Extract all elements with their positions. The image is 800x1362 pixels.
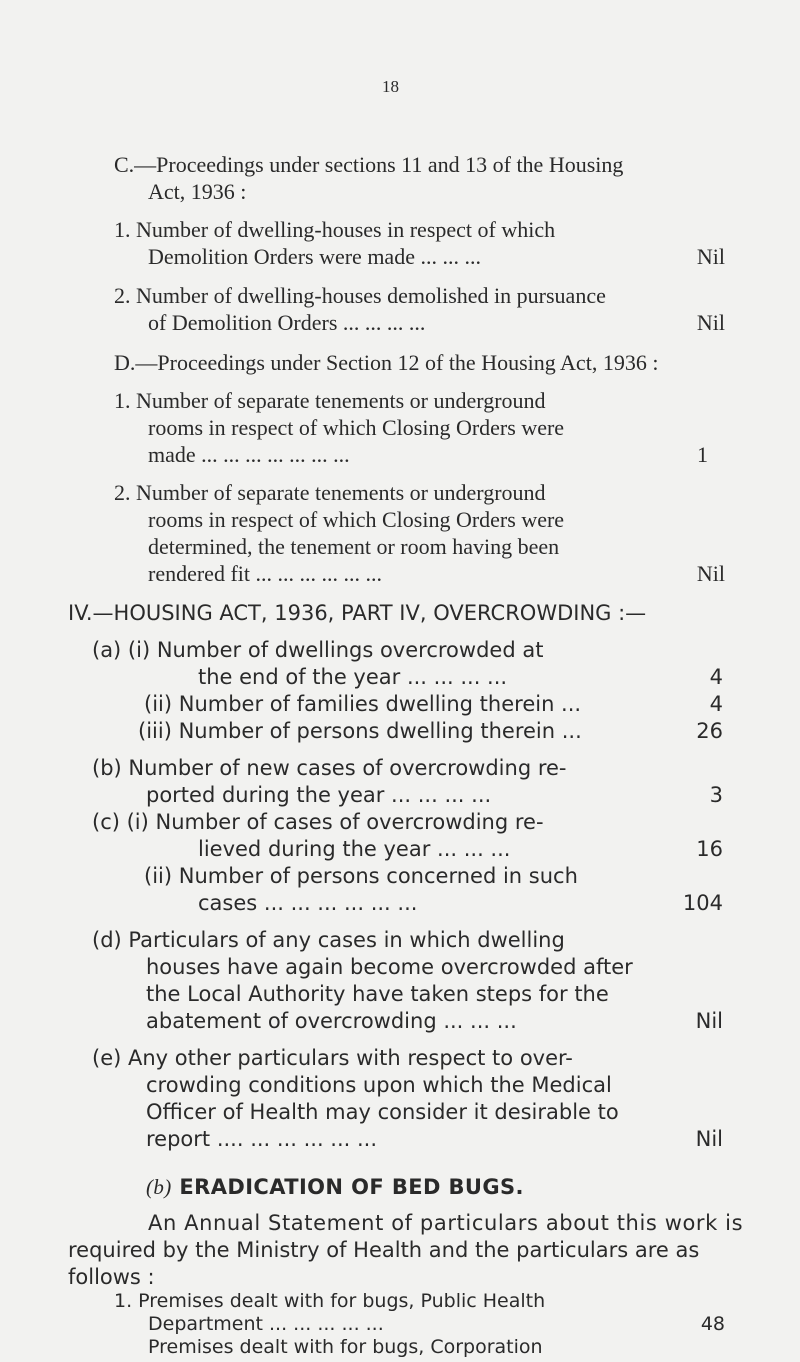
section-iv-b-text-cont: ported during the year ... ... ... ...	[146, 783, 492, 807]
bed-bugs-item1-text: 1. Premises dealt with for bugs, Public Health	[114, 1290, 546, 1312]
section-iv-c-ii-text-cont: cases ... ... ... ... ... ...	[198, 891, 418, 915]
section-iv-d-text-3: the Local Authority have taken steps for the	[146, 982, 609, 1006]
section-d-item1-text: 1. Number of separate tenements or underground	[114, 388, 546, 413]
section-d-item1-value: 1	[697, 442, 708, 467]
page-number: 18	[382, 77, 399, 96]
section-iv-c-ii-value: 104	[682, 891, 723, 915]
section-c-item2-text-cont: of Demolition Orders ... ... ... ...	[148, 310, 426, 335]
section-iv-a-i-text: (a) (i) Number of dwellings overcrowded at	[92, 638, 544, 662]
section-d-item2-text: 2. Number of separate tenements or underground	[114, 480, 546, 505]
bed-bugs-heading-label: (b)	[146, 1175, 172, 1199]
section-iv-d-value: Nil	[695, 1009, 723, 1033]
section-iv-d-text: (d) Particulars of any cases in which dwelling	[92, 928, 565, 952]
section-c-item1-text-cont: Demolition Orders were made ... ... ...	[148, 244, 481, 269]
section-iv-a-ii-text: (ii) Number of families dwelling therein ...	[144, 692, 582, 716]
section-d-item1-text-2: rooms in respect of which Closing Orders were	[148, 415, 565, 440]
section-iv-e-text: (e) Any other particulars with respect to over-	[92, 1046, 573, 1070]
bed-bugs-para-1: An Annual Statement of particulars about this work is	[148, 1211, 744, 1235]
section-c-heading: C.—Proceedings under sections 11 and 13 of the Housing	[114, 152, 624, 177]
bed-bugs-para-2: required by the Ministry of Health and the particulars are as	[68, 1238, 700, 1262]
section-iv-a-iii-text: (iii) Number of persons dwelling therein ...	[138, 719, 582, 743]
section-iv-e-text-2: crowding conditions upon which the Medical	[146, 1073, 612, 1097]
bed-bugs-heading-text: ERADICATION OF BED BUGS.	[171, 1175, 524, 1199]
section-iv-e-value: Nil	[695, 1127, 723, 1151]
bed-bugs-item1-text-cont: Department ... ... ... ... ...	[148, 1313, 384, 1335]
section-d-item2-text-3: determined, the tenement or room having been	[148, 534, 560, 559]
section-iv-c-ii-text: (ii) Number of persons concerned in such	[144, 864, 578, 888]
bed-bugs-item1-value: 48	[700, 1313, 725, 1335]
bed-bugs-item2-text: Premises dealt with for bugs, Corporation	[148, 1336, 543, 1358]
section-iv-c-i-text-cont: lieved during the year ... ... ...	[198, 837, 511, 861]
section-d-item2-text-2: rooms in respect of which Closing Orders were	[148, 507, 565, 532]
bed-bugs-para-3: follows :	[68, 1265, 155, 1289]
section-iv-d-text-2: houses have again become overcrowded after	[146, 955, 633, 979]
section-iv-heading: IV.—HOUSING ACT, 1936, PART IV, OVERCROWDING :—	[68, 601, 647, 625]
section-iv-e-text-4: report .... ... ... ... ... ...	[146, 1127, 378, 1151]
section-d-heading: D.—Proceedings under Section 12 of the Housing Act, 1936 :	[114, 350, 659, 375]
section-c-item2-text: 2. Number of dwelling-houses demolished in pursuance	[114, 283, 606, 308]
section-iv-a-iii-value: 26	[696, 719, 723, 743]
section-c-heading-cont: Act, 1936 :	[148, 179, 247, 204]
section-iv-b-value: 3	[709, 783, 723, 807]
section-c-item1-value: Nil	[696, 244, 725, 269]
section-d-item2-text-4: rendered fit ... ... ... ... ... ...	[148, 561, 382, 586]
section-iv-c-i-text: (c) (i) Number of cases of overcrowding re-	[92, 810, 544, 834]
section-iv-c-i-value: 16	[696, 837, 723, 861]
section-iv-a-i-text-cont: the end of the year ... ... ... ...	[198, 665, 508, 689]
section-iv-b-text: (b) Number of new cases of overcrowding re-	[92, 756, 567, 780]
section-iv-a-ii-value: 4	[709, 692, 723, 716]
section-iv-e-text-3: Officer of Health may consider it desirable to	[146, 1100, 619, 1124]
section-c-item1-text: 1. Number of dwelling-houses in respect of which	[114, 217, 556, 242]
section-iv-d-text-4: abatement of overcrowding ... ... ...	[146, 1009, 517, 1033]
section-iv-a-i-value: 4	[709, 665, 723, 689]
section-d-item2-value: Nil	[696, 561, 725, 586]
section-d-item1-text-3: made ... ... ... ... ... ... ...	[148, 442, 350, 467]
section-c-item2-value: Nil	[696, 310, 725, 335]
